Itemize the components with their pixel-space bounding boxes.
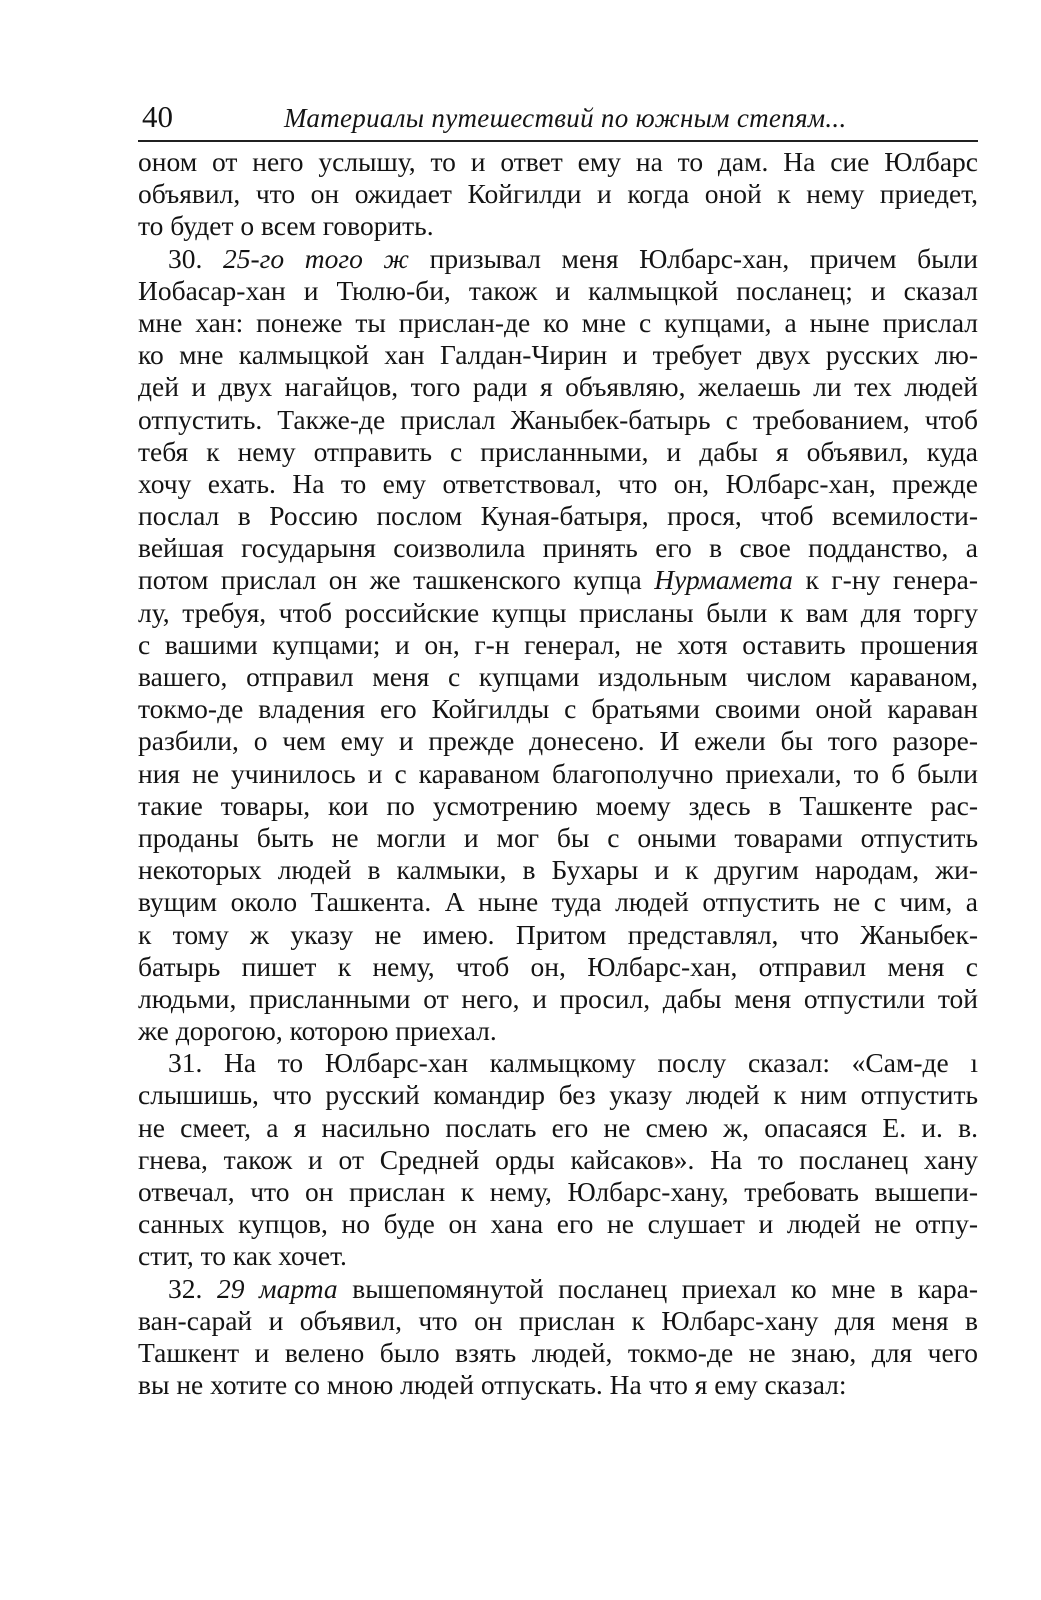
text-run: отпустить. Также-де прислал Жаныбек-батырь с требованием, чтоб (138, 403, 978, 435)
text-line (138, 564, 978, 596)
text-line (138, 919, 978, 951)
text-run: к тому ж указу не имею. Притом представлял, что Жаныбек- (138, 918, 978, 950)
text-run: разбили, о чем ему и прежде донесено. И ежели бы того разоре- (138, 725, 978, 757)
text-run: такие товары, кои по усмотрению моему здесь в Ташкенте рас- (138, 789, 978, 821)
text-line (138, 275, 978, 307)
text-run: призывал меня Юлбарс-хан, причем были (409, 242, 978, 274)
text-line (138, 468, 978, 500)
paragraph (138, 146, 978, 243)
text-line (138, 1079, 978, 1111)
text-run: мне хан: понеже ты прислан-де ко мне с купцами, а ныне прислал (138, 306, 978, 338)
text-line (138, 790, 978, 822)
text-run: некоторых людей в калмыки, в Бухары и к другим народам, жи- (138, 854, 978, 886)
text-run: то будет о всем говорить. (138, 210, 434, 242)
text-line (138, 1369, 978, 1401)
paragraph (138, 1273, 978, 1402)
text-line (138, 1305, 978, 1337)
text-run: Иобасар-хан и Тюлю-би, також и калмыцкой посланец; и сказал (138, 274, 978, 306)
text-line (138, 1015, 978, 1047)
text-run: 32. (168, 1272, 217, 1304)
text-line (138, 854, 978, 886)
text-run: людьми, присланными от него, и просил, дабы меня отпустили той (138, 982, 978, 1014)
text-line (138, 339, 978, 371)
text-line (138, 1273, 978, 1305)
text-run: к г-ну генера- (792, 564, 978, 596)
text-line (138, 371, 978, 403)
text-run: стит, то как хочет. (138, 1240, 347, 1272)
text-run: гнева, також и от Средней орды кайсаков». На то посланец хану (138, 1143, 978, 1175)
text-run: лу, требуя, чтоб российские купцы присланы были к вам для торгу (138, 596, 978, 628)
text-line (138, 1047, 978, 1079)
text-run: не смеет, а я насильно послать его не смею ж, опасаяся Е. и. в. (138, 1111, 978, 1143)
text-line (138, 178, 978, 210)
text-run: ния не учинилось и с караваном благополучно приехали, то б были (138, 757, 978, 789)
text-line (138, 983, 978, 1015)
text-run: 31. На то Юлбарс-хан калмыцкому послу сказал: «Сам-де ı (168, 1047, 978, 1079)
text-line (138, 146, 978, 178)
text-line (138, 1112, 978, 1144)
paragraph (138, 1047, 978, 1272)
text-run: потом прислал он же ташкенского купца (138, 564, 655, 596)
running-title: Материалы путешествий по южным степям... (284, 103, 847, 133)
text-run: ван-сарай и объявил, что он прислан к Юлбарс-хану для меня в (138, 1304, 978, 1336)
text-run: токмо-де владения его Койгилды с братьями своими оной караван (138, 693, 978, 725)
text-run: послал в Россию послом Куная-батыря, прося, чтоб всемилости- (138, 500, 978, 532)
text-line (138, 532, 978, 564)
text-run: отвечал, что он прислан к нему, Юлбарс-хану, требовать вышепи- (138, 1176, 978, 1207)
text-run: вышепомянутой посланец приехал ко мне в кара- (337, 1272, 978, 1304)
text-run: 30. (168, 242, 223, 274)
text-run: дей и двух нагайцов, того ради я объявляю, желаешь ли тех людей (138, 371, 978, 403)
text-line (138, 307, 978, 339)
text-line (138, 1176, 978, 1208)
text-line (138, 1208, 978, 1240)
page-header (138, 98, 982, 138)
text-line (138, 404, 978, 436)
text-run: проданы быть не могли и мог бы с оными товарами отпустить (138, 821, 978, 853)
text-run: хочу ехать. На то ему ответствовал, что он, Юлбарс-хан, прежде (138, 467, 978, 499)
text-line (138, 597, 978, 629)
italic-run: Нурмамета (654, 564, 793, 596)
paragraph (138, 243, 978, 1048)
text-run: вашего, отправил меня с купцами издольным числом караваном, (138, 661, 978, 692)
italic-run: 25-го того ж (222, 242, 410, 274)
text-run: вейшая государыня соизволила принять его в свое подданство, а (138, 532, 978, 564)
text-run: тебя к нему отправить с присланными, и дабы я объявил, куда (138, 435, 978, 467)
text-run: санных купцов, но буде он хана его не слушает и людей не отпу- (138, 1208, 978, 1240)
text-line (138, 436, 978, 468)
page-number: 40 (142, 99, 173, 134)
text-line (138, 661, 978, 693)
header-rule (138, 140, 978, 142)
text-run: вы не хотите со мною людей отпускать. На что я ему сказал: (138, 1369, 847, 1401)
text-run: Ташкент и велено было взять людей, токмо-де не знаю, для чего (138, 1336, 978, 1368)
text-run: оном от него услышу, то и ответ ему на то дам. На сие Юлбарс (138, 146, 978, 177)
text-run: объявил, что он ожидает Койгилди и когда оной к нему приедет, (138, 178, 978, 210)
text-run: слышишь, что русский командир без указу людей к ним отпустить (138, 1079, 978, 1111)
italic-run: 29 марта (216, 1272, 338, 1304)
text-line (138, 1337, 978, 1369)
text-run: с вашими купцами; и он, г-н генерал, не хотя оставить прошения (138, 628, 978, 660)
text-run: батырь пишет к нему, чтоб он, Юлбарс-хан, отправил меня с (138, 950, 978, 982)
book-page (138, 0, 982, 1600)
body-text (138, 146, 978, 1401)
text-run: вущим около Ташкента. А ныне туда людей отпустить не с чим, а (138, 886, 978, 918)
text-line (138, 210, 978, 242)
text-line (138, 822, 978, 854)
text-line (138, 886, 978, 918)
text-line (138, 951, 978, 983)
text-line (138, 500, 978, 532)
text-run: же дорогою, которою приехал. (138, 1015, 497, 1047)
text-run: ко мне калмыцкой хан Галдан-Чирин и требует двух русских лю- (138, 339, 978, 371)
text-line (138, 243, 978, 275)
text-line (138, 1144, 978, 1176)
text-line (138, 1240, 978, 1272)
text-line (138, 758, 978, 790)
text-line (138, 693, 978, 725)
text-line (138, 629, 978, 661)
text-line (138, 725, 978, 757)
